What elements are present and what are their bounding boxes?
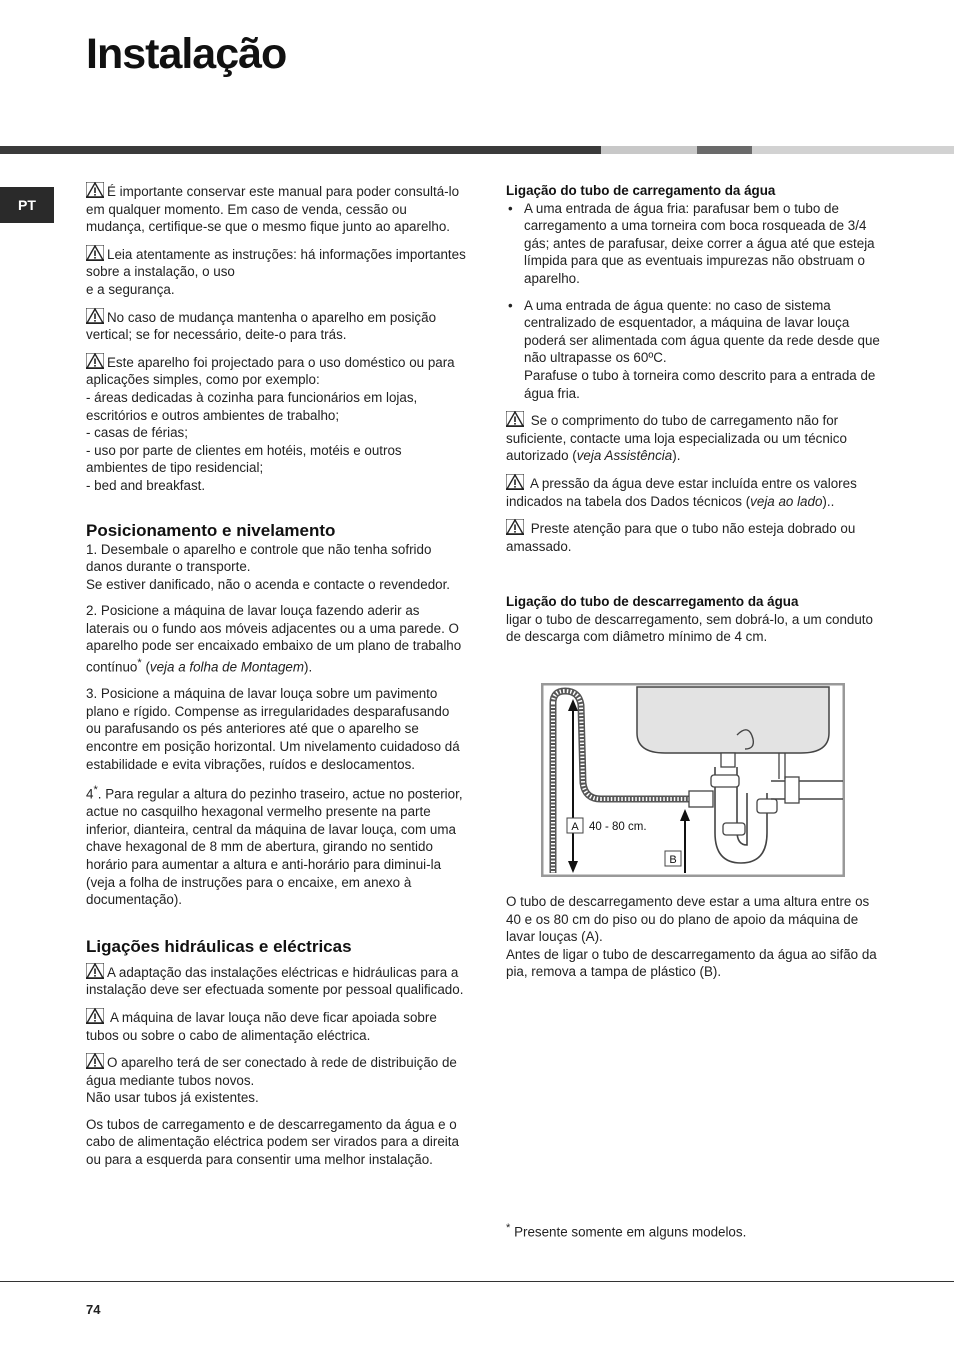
warning-icon [506,474,524,490]
page-title: Instalação [86,30,287,78]
section-title-positioning: Posicionamento e nivelamento [86,520,336,540]
positioning-step-1: 1. Desembale o aparelho e controle que não tenha sofrido danos durante o transporte. Se estiver danificado, não o acenda e contacte o revendedor. [86,541,451,592]
warning-paragraph: Este aparelho foi projectado para o uso doméstico ou para aplicações simples, como por exemplo: - áreas dedicadas à cozinha para funcionários em lojas, escritórios e outros ambientes de trabalho; - casas de férias; - uso por parte de clientes em hotéis, motéis e outros ambientes de tipo residencial; - bed and breakfast. [86,354,455,493]
right-column [506,182,881,655]
warning-icon [86,963,104,979]
warning-paragraph: É importante conservar este manual para poder consultá-lo em qualquer momento. Em caso de venda, cessão ou mudança, certifique-se que o mesmo fique junto ao aparelho. [86,184,460,235]
drain-hose-diagram [541,683,845,877]
warning-paragraph: Leia atentamente as instruções: há informações importantes sobre a instalação, o uso e a segurança. [86,246,466,297]
positioning-step-2: 2. Posicione a máquina de lavar louça fazendo aderir as laterais ou o fundo aos móveis adjacentes ou a uma parede. O aparelho pode ser encaixado embaixo de um plano de trabalho contínuo* (veja a folha de Montagem). [86,603,462,675]
warning-icon [86,182,104,198]
warning-paragraph: Preste atenção para que o tubo não esteja dobrado ou amassado. [506,521,856,554]
header-bar-dark [0,146,601,154]
header-bar-light [601,146,697,154]
page-number: 74 [86,1302,101,1317]
warning-paragraph: A máquina de lavar louça não deve ficar apoiada sobre tubos ou sobre o cabo de alimentação eléctrica. [86,1009,437,1043]
warning-paragraph: Se o comprimento do tubo de carregamento não for suficiente, contacte uma loja especializada ou um técnico autorizado (veja Assistência). [506,413,847,464]
warning-paragraph: A pressão da água deve estar incluída entre os valores indicados na tabela dos Dados técnicos (veja ao lado).. [506,475,857,509]
section-title-inlet: Ligação do tubo de carregamento da água [506,183,776,198]
warning-icon [506,411,524,427]
warning-icon [86,353,104,369]
language-tab: PT [0,187,54,223]
drain-text: ligar o tubo de descarregamento, sem dobrá-lo, a um conduto de descarga com diâmetro mínimo de 4 cm. [506,611,873,645]
positioning-step-3: 3. Posicione a máquina de lavar louça sobre um pavimento plano e rígido. Compense as irregularidades desparafusando ou parafusando os pés anteriores até que o aparelho se encontre em posição horizontal. Um nivelamento cuidadoso dá estabilidade e evita vibrações, ruídos e deslocamentos. [86,686,460,772]
warning-paragraph: O aparelho terá de ser conectado à rede de distribuição de água mediante tubos novos. Não usar tubos já existentes. [86,1055,457,1106]
section-title-drain: Ligação do tubo de descarregamento da água [506,594,799,610]
warning-paragraph: A adaptação das instalações eléctricas e hidráulicas para a instalação deve ser efectuada somente por pessoal qualificado. [86,964,464,998]
warning-icon [86,1053,104,1069]
footer-divider [0,1281,954,1282]
section-title-hydraulic: Ligações hidráulicas e eléctricas [86,936,352,956]
hydraulic-note: Os tubos de carregamento e de descarregamento da água e o cabo de alimentação eléctrica podem ser virados para a direita ou para a esquerda para consentir uma melhor instalação. [86,1116,459,1168]
range-label: 40 - 80 cm. [589,821,647,833]
list-item: • A uma entrada de água quente: no caso de sistema centralizado de esquentador, a máquina de lavar louça poderá ser alimentada com água quente da rede desde que não ultrapasse os 60ºC. Parafuse o tubo à torneira como descrito para a entrada de água fria. [506,297,881,403]
warning-icon [86,1008,104,1024]
footnote: * Presente somente em alguns modelos. [506,1222,747,1240]
left-column [86,182,466,1178]
warning-icon [506,519,524,535]
label-a: A [571,821,579,833]
warning-paragraph: No caso de mudança mantenha o aparelho em posição vertical; se for necessário, deite-o para trás. [86,309,437,343]
header-bar-mid [697,146,752,154]
drain-after-text: O tubo de descarregamento deve estar a uma altura entre os 40 e os 80 cm do piso ou do plano de apoio da máquina de lavar louças (A). Antes de ligar o tubo de descarregamento da água ao sifão da pia, remova a tampa de plástico (B). [506,894,877,980]
warning-icon [86,308,104,324]
list-item: • A uma entrada de água fria: parafusar bem o tubo de carregamento a uma torneira com boca rosqueada de 3/4 gás; antes de parafusar, deixe correr a água até que esteja límpida para que as eventuais impurezas não obstruam o aparelho. [506,200,881,288]
positioning-step-4: 4*. Para regular a altura do pezinho traseiro, actue no posterior, actue no casquilho hexagonal vermelho presente na parte inferior, dianteira, central da máquina de lavar louça, com uma chave hexagonal de 8 mm de abertura, girando no sentido horário para aumentar a altura e anti-horário para diminui-la (veja a folha de instruções para o encaixe, em anexo à documentação). [86,784,463,908]
header-bar-light-end [752,146,954,154]
inlet-list [506,200,881,403]
label-b: B [669,854,677,866]
warning-icon [86,245,104,261]
